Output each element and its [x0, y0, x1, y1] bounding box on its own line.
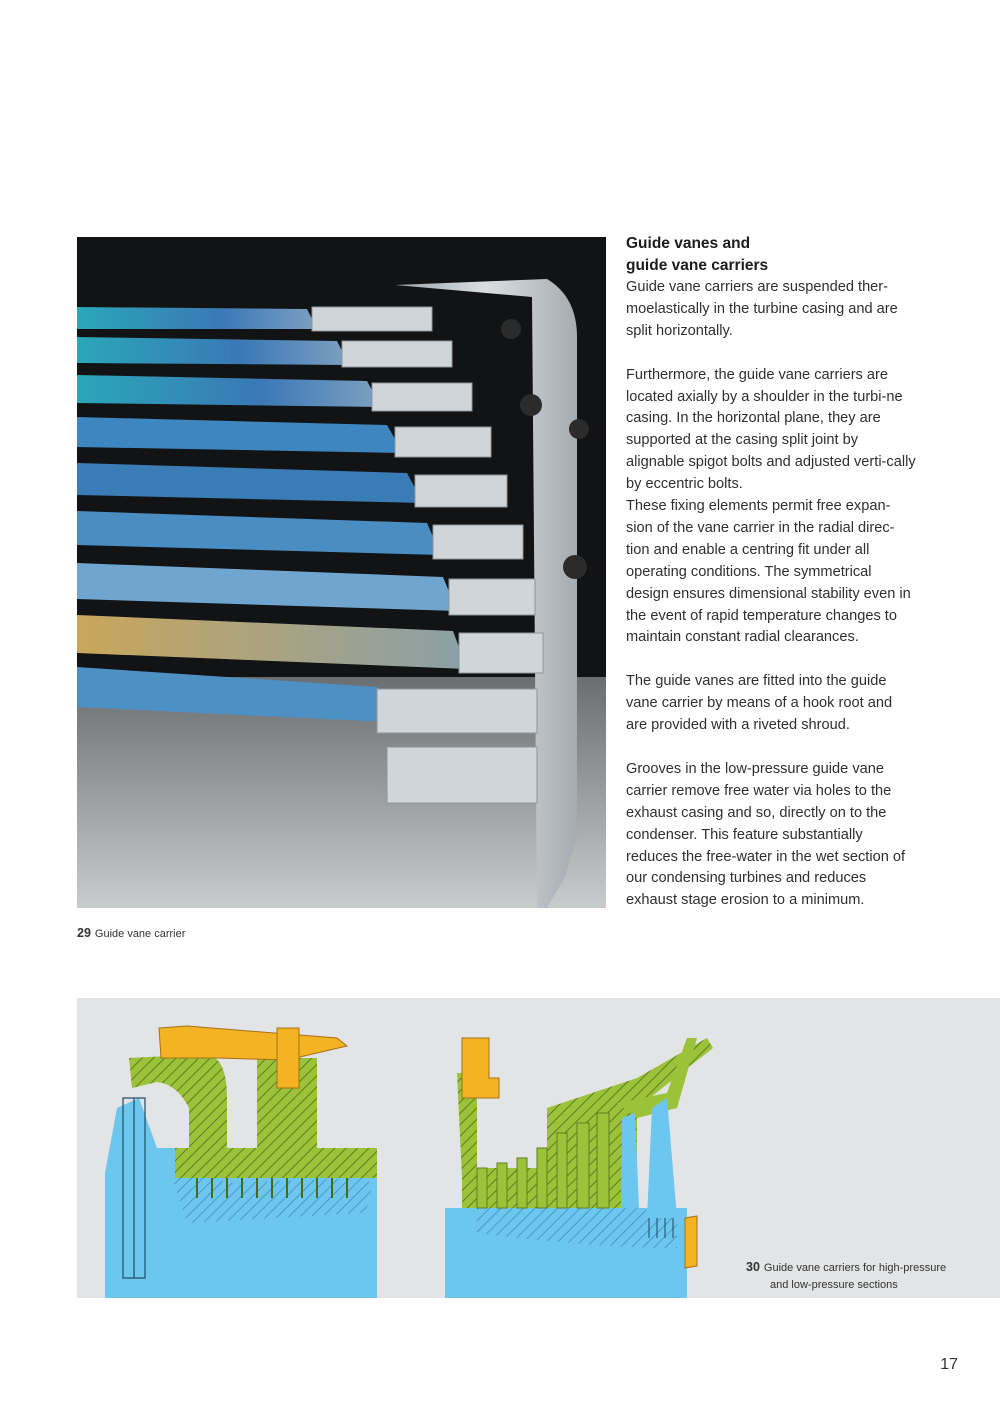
cross-section-diagram — [77, 998, 1000, 1298]
guide-vane-diagram-band — [77, 998, 1000, 1298]
heading-line-1: Guide vanes and — [626, 235, 751, 252]
figure-30-caption — [746, 1259, 986, 1294]
low-pressure-section — [445, 1038, 713, 1298]
figure-29-caption — [77, 925, 185, 943]
figure-number: 30 — [746, 1260, 760, 1274]
caption-line-2: and low-pressure sections — [770, 1279, 898, 1291]
article-text — [626, 233, 916, 912]
section-heading — [626, 233, 916, 277]
high-pressure-section — [105, 1026, 377, 1298]
paragraph-5: Grooves in the low-pressure guide vane carrier remove free water via holes to the exhaust casing and so, directly on to the condenser. This feature substantially reduces the free-water in the wet section of our condensing turbines and reduces exhaust stage erosion to a minimum. — [626, 760, 906, 909]
paragraph-4: The guide vanes are fitted into the guide vane carrier by means of a hook root and are provided with a riveted shroud. — [626, 673, 893, 734]
guide-vane-carrier-photo — [77, 237, 606, 908]
guide-vane-carrier-illustration — [77, 237, 606, 908]
paragraph-1: Guide vane carriers are suspended ther-moelastically in the turbine casing and are split horizontally. — [626, 279, 898, 339]
heading-line-2: guide vane carriers — [626, 257, 769, 274]
figure-number: 29 — [77, 926, 91, 940]
caption-line-1: Guide vane carriers for high-pressure — [763, 1262, 947, 1274]
page-number: 17 — [940, 1356, 958, 1373]
paragraph-3: These fixing elements permit free expan-sion of the vane carrier in the radial direc-tion and enable a centring fit under all operating conditions. The symmetrical design ensures dimensional stability even in the event of rapid temperature changes to maintain constant radial clearances. — [626, 498, 911, 646]
paragraph-2: Furthermore, the guide vane carriers are located axially by a shoulder in the turbi-ne casing. In the horizontal plane, they are supported at the casing split joint by alignable spigot bolts and adjusted verti-cally by eccentric bolts. — [626, 366, 916, 493]
caption-text: Guide vane carrier — [94, 928, 186, 940]
